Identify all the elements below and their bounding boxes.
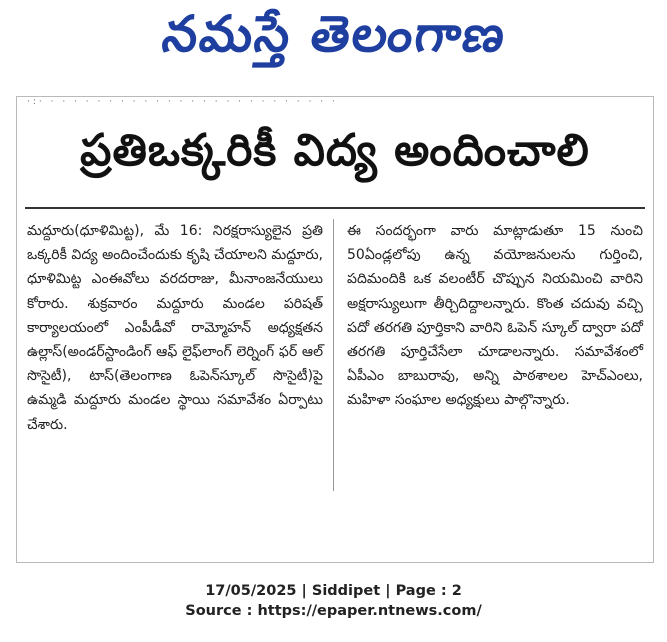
- article-column-right: ఈ సందర్భంగా వారు మాట్లాడుతూ 15 నుంచి 50ఏండ్లలోపు ఉన్న వయోజనులను గుర్తించి, పదిమందికి ఒక వలంటీర్ చొప్పున నియమించి వారిని అక్షరాస్యులుగా తీర్చిదిద్దాలన్నారు. కొంత చదువు వచ్చి పదో తరగతి పూర్తికాని వారిని ఓపెన్ స్కూల్ ద్వారా పదో తరగతి పూర్తిచేసేలా చూడాలన్నారు. సమావేశంలో ఏపీఎం బాబురావు, అన్ని పాఠశాలల హెచ్ఎంలు, మహిళా సంఘాల అధ్యక్షులు పాల్గొన్నారు.: [347, 223, 643, 409]
- headline-divider: [25, 207, 645, 209]
- masthead: [0, 0, 667, 80]
- edition-info: 17/05/2025 | Siddipet | Page : 2: [205, 583, 462, 599]
- article-clipping: [16, 96, 654, 563]
- source-link[interactable]: Source : https://epaper.ntnews.com/: [185, 603, 482, 619]
- clipping-footer: [0, 581, 667, 621]
- clipped-previous-line: ·:· · · · · · · · · · · · · · · · · · · · · · · · · ·: [27, 97, 338, 107]
- column-divider: [333, 219, 334, 491]
- newspaper-logo: నమస్తే తెలంగాణ: [158, 4, 511, 63]
- article-headline: ప్రతిఒక్కరికీ విద్య అందించాలి: [80, 125, 590, 176]
- article-column-left: మద్దూరు(ధూళిమిట్ట), మే 16: నిరక్షరాస్యులైన ప్రతి ఒక్కరికీ విద్య అందించేందుకు కృషి చేయాలని మద్దూరు, ధూళిమిట్ట ఎంఈవోలు వరదరాజు, మీనాంజనేయులు కోరారు. శుక్రవారం మద్దూరు మండల పరిషత్ కార్యాలయంలో ఎంపీడీవో రామ్మోహన్ అధ్యక్షతన ఉల్లాస్(అండర్‌స్టాండింగ్ ఆఫ్ లైఫ్‌లాంగ్ లెర్నింగ్ ఫర్ ఆల్ సొసైటీ), టాస్(తెలంగాణ ఓపెన్‌స్కూల్ సొసైటీ)పై ఉమ్మడి మద్దూరు మండల స్థాయి సమావేశం ఏర్పాటు చేశారు.: [27, 223, 323, 433]
